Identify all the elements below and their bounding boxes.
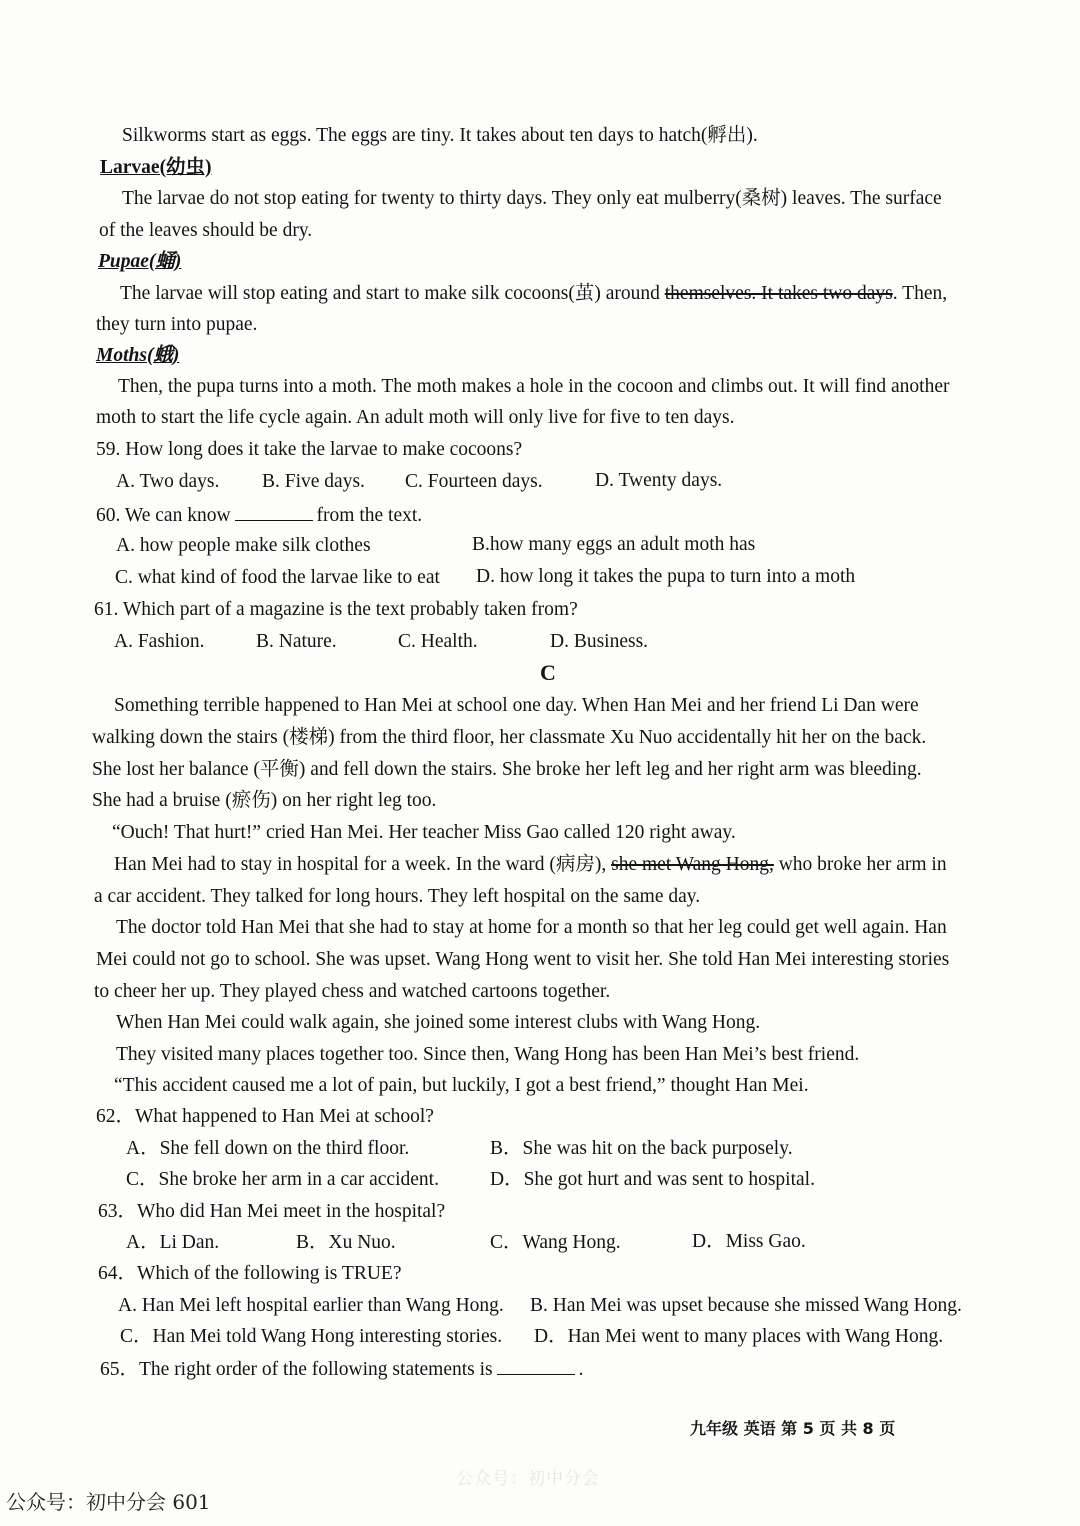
q63-option-b: B．Xu Nuo. [296,1232,396,1253]
q61-stem: 61. Which part of a magazine is the text probably taken from? [94,599,578,620]
passage-c-p1-line-3: She lost her balance (平衡) and fell down the stairs. She broke her left leg and her right arm was bleeding. [92,759,922,780]
larvae-heading: Larvae(幼虫) [100,157,212,178]
q63-option-d: D．Miss Gao. [692,1231,806,1252]
q62-option-a: A．She fell down on the third floor. [126,1138,410,1159]
pupae-text-c: . Then, [892,283,948,304]
pupae-heading: Pupae(蛹) [98,251,182,272]
q60-option-a: A. how people make silk clothes [116,535,371,556]
pupae-text-line-2: they turn into pupae. [96,314,258,335]
moths-text-line-2: moth to start the life cycle again. An adult moth will only live for five to ten days. [96,407,735,428]
page-number: 九年级 英语 第 5 页 共 8 页 [690,1419,896,1438]
q61-option-b: B. Nature. [256,631,337,652]
passage-c-p4-line-1: The doctor told Han Mei that she had to stay at home for a month so that her leg could get well again. Han [116,917,947,938]
passage-c-p2: “Ouch! That hurt!” cried Han Mei. Her teacher Miss Gao called 120 right away. [112,822,736,843]
q64-option-c: C．Han Mei told Wang Hong interesting stories. [120,1326,503,1347]
q60-option-b: B.how many eggs an adult moth has [472,534,756,555]
q65-answer-blank [497,1356,575,1375]
passage-b-intro: Silkworms start as eggs. The eggs are tiny. It takes about ten days to hatch(孵出). [122,125,758,146]
passage-c-p1-line-1: Something terrible happened to Han Mei at school one day. When Han Mei and her friend Li Dan were [114,695,919,716]
q59-option-d: D. Twenty days. [595,470,723,491]
account-note: 公众号：初中分会 601 [6,1490,211,1514]
q59-stem: 59. How long does it take the larvae to make cocoons? [96,439,523,460]
passage-c-p5: When Han Mei could walk again, she joined some interest clubs with Wang Hong. [116,1012,761,1033]
q65-stem-a: 65．The right order of the following statements is [100,1359,493,1380]
moths-heading: Moths(蛾) [96,345,180,366]
q65-stem [100,1356,584,1382]
q60-option-c: C. what kind of food the larvae like to eat [115,567,440,588]
passage-c-p1-line-2: walking down the stairs (楼梯) from the third floor, her classmate Xu Nuo accidentally hit her on the back. [92,727,927,748]
passage-c-p3-line-2: a car accident. They talked for long hours. They left hospital on the same day. [94,886,701,907]
q61-option-c: C. Health. [398,631,478,652]
watermark: 公众号：初中分会 [456,1469,600,1489]
pupae-text-line-1 [120,282,947,306]
q62-option-c: C．She broke her arm in a car accident. [126,1169,439,1190]
passage-c-p3-a: Han Mei had to stay in hospital for a week. In the ward (病房), [114,854,612,875]
larvae-text-line-2: of the leaves should be dry. [99,220,313,241]
q60-stem [96,502,422,528]
passage-c-p3-line-1 [114,853,947,877]
q60-stem-a: 60. We can know [96,505,231,526]
passage-c-p4-line-2: Mei could not go to school. She was upset. Wang Hong went to visit her. She told Han Mei interesting stories [96,949,950,970]
q62-stem: 62．What happened to Han Mei at school? [96,1106,434,1127]
q59-option-b: B. Five days. [262,471,365,492]
q63-stem: 63．Who did Han Mei meet in the hospital? [98,1201,446,1222]
q63-option-a: A．Li Dan. [126,1232,220,1253]
q59-option-c: C. Fourteen days. [405,471,543,492]
crossed-out-text: themselves. It takes two days [664,283,893,304]
passage-c-p4-line-3: to cheer her up. They played chess and watched cartoons together. [94,981,611,1002]
q60-option-d: D. how long it takes the pupa to turn into a moth [476,566,856,587]
q64-option-b: B. Han Mei was upset because she missed Wang Hong. [530,1295,962,1316]
passage-c-p1-line-4: She had a bruise (瘀伤) on her right leg too. [92,790,437,811]
passage-c-p3-c: who broke her arm in [773,854,947,875]
passage-c-p6: They visited many places together too. Since then, Wang Hong has been Han Mei’s best friend. [116,1044,860,1065]
section-c-label: C [540,660,556,685]
q63-option-c: C．Wang Hong. [490,1232,621,1253]
q61-option-a: A. Fashion. [114,631,205,652]
q61-option-d: D. Business. [550,631,649,652]
q59-option-a: A. Two days. [116,471,220,492]
pupae-text-a: The larvae will stop eating and start to make silk cocoons(茧) around [120,283,665,304]
q60-stem-b: from the text. [316,505,423,526]
q64-option-a: A. Han Mei left hospital earlier than Wang Hong. [118,1295,504,1316]
q62-option-b: B．She was hit on the back purposely. [490,1138,793,1159]
q65-stem-b: . [578,1359,584,1380]
passage-c-p7: “This accident caused me a lot of pain, but luckily, I got a best friend,” thought Han Mei. [114,1075,809,1096]
q64-stem: 64．Which of the following is TRUE? [98,1263,402,1284]
crossed-out-text: she met Wang Hong, [611,854,774,875]
q64-option-d: D．Han Mei went to many places with Wang Hong. [534,1326,944,1347]
q60-answer-blank [235,502,313,521]
larvae-text-line-1: The larvae do not stop eating for twenty to thirty days. They only eat mulberry(桑树) leaves. The surface [122,188,942,209]
q62-option-d: D．She got hurt and was sent to hospital. [490,1169,815,1190]
moths-text-line-1: Then, the pupa turns into a moth. The moth makes a hole in the cocoon and climbs out. It will find another [118,376,950,397]
